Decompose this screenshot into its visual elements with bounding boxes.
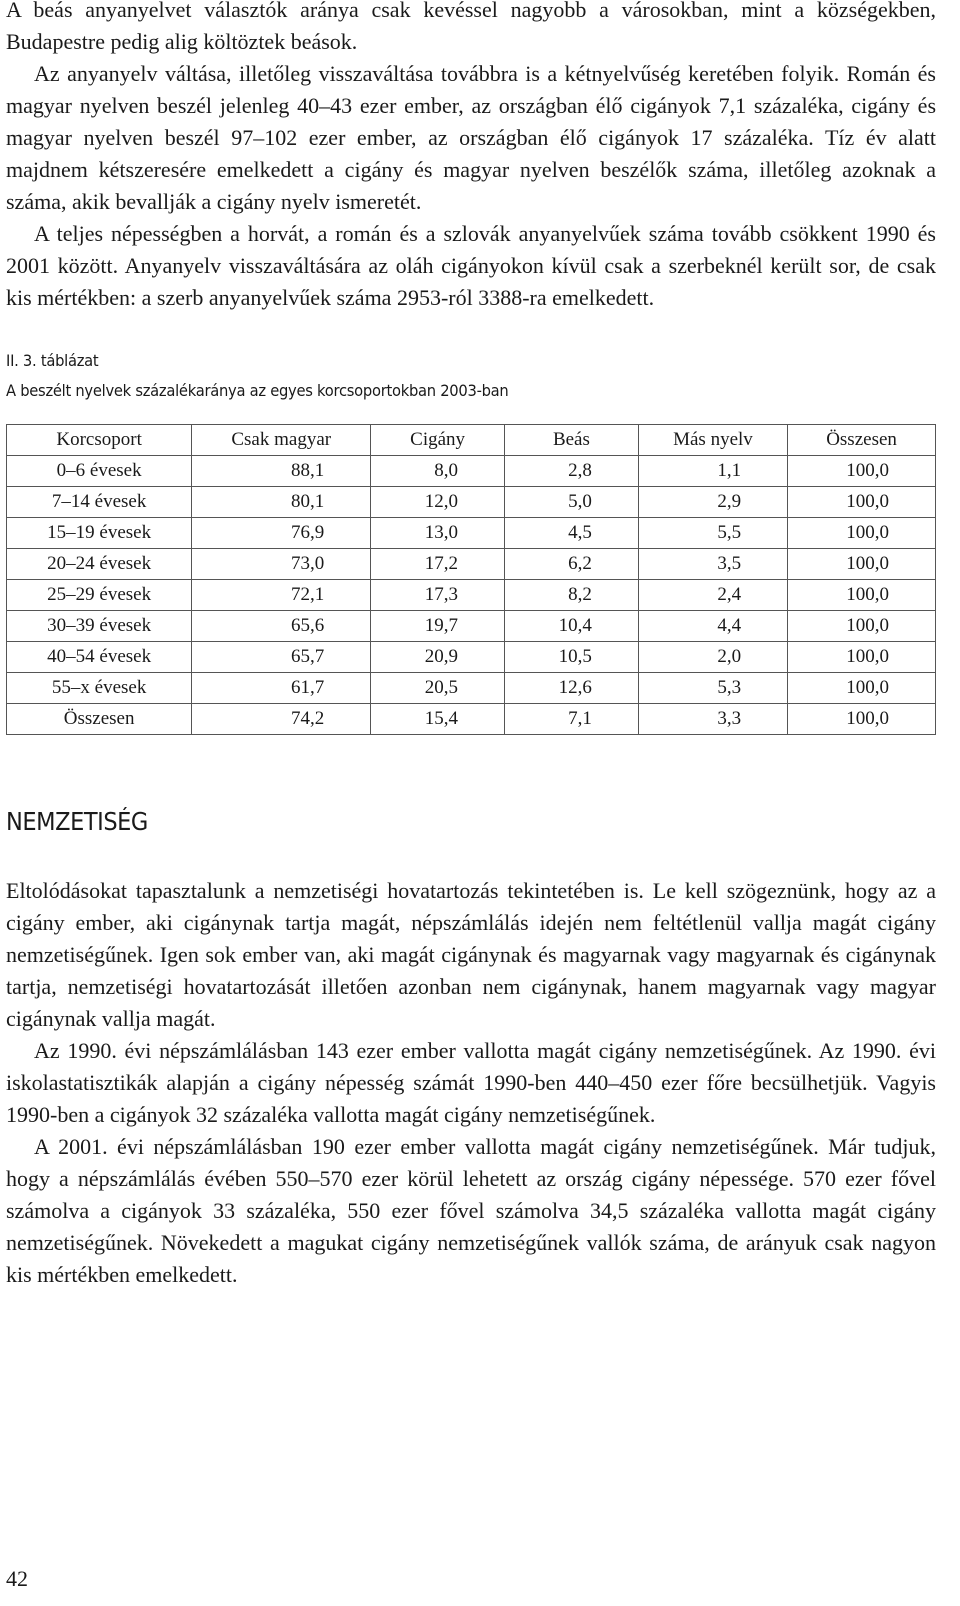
- table-cell: 20,9: [371, 642, 505, 673]
- header-romani: Cigány: [371, 425, 505, 456]
- paragraph: Eltolódásokat tapasztalunk a nemzetiségi hovatartozás tekintetében is. Le kell szögeznünk, hogy az a cigány ember, aki cigánynak tartja magát, népszámlálás idején nem feltétlenül vallja magát cigány nemzetiségűnek. Igen sok ember van, aki magát cigánynak és magyarnak vagy magyarnak és cigánynak tartja, nemzetiségi hovatartozását illetően azonban nem cigánynak, hanem magyarnak vagy magyar cigánynak vallja magát.: [6, 878, 936, 1031]
- table-cell: 100,0: [788, 518, 936, 549]
- table-cell: 88,1: [192, 456, 371, 487]
- header-other-language: Más nyelv: [638, 425, 787, 456]
- table-row: [7, 456, 936, 487]
- table-cell: 10,5: [505, 642, 639, 673]
- paragraph: Az 1990. évi népszámlálásban 143 ezer ember vallotta magát cigány nemzetiségűnek. Az 1990. évi iskolastatisztikák alapján a cigány népesség számát 1990-ben 440–450 ezer főre becsülhetjük. Vagyis 1990-ben a cigányok 32 százaléka vallotta magát cigány nemzetiségűnek.: [6, 1038, 936, 1127]
- table-title: A beszélt nyelvek százalékaránya az egyes korcsoportokban 2003-ban: [6, 381, 509, 400]
- table-cell: 17,2: [371, 549, 505, 580]
- table-row: [7, 580, 936, 611]
- table-cell: 100,0: [788, 704, 936, 735]
- table-cell: 73,0: [192, 549, 371, 580]
- table-header-row: [7, 425, 936, 456]
- table-cell: Összesen: [7, 704, 192, 735]
- table-cell: 7–14 évesek: [7, 487, 192, 518]
- table-cell: 13,0: [371, 518, 505, 549]
- table-cell: 40–54 évesek: [7, 642, 192, 673]
- table-cell: 100,0: [788, 673, 936, 704]
- table-cell: 3,3: [638, 704, 787, 735]
- table-row: [7, 611, 936, 642]
- header-only-hungarian: Csak magyar: [192, 425, 371, 456]
- table-cell: 76,9: [192, 518, 371, 549]
- table-cell: 100,0: [788, 580, 936, 611]
- paragraph: A 2001. évi népszámlálásban 190 ezer ember vallotta magát cigány nemzetiségűnek. Már tudjuk, hogy a népszámlálás évében 550–570 ezer körül lehetett az ország cigány népessége. 570 ezer fővel számolva a cigányok 33 százaléka, 550 ezer fővel számolva 34,5 százaléka vallotta magát cigány nemzetiségűnek. Növekedett a magukat cigány nemzetiségűnek vallók száma, de arányuk csak nagyon kis mértékben emelkedett.: [6, 1134, 936, 1287]
- table-row: [7, 549, 936, 580]
- header-total: Összesen: [788, 425, 936, 456]
- header-beas: Beás: [505, 425, 639, 456]
- body-text-bottom: [6, 875, 936, 1291]
- table-cell: 30–39 évesek: [7, 611, 192, 642]
- table-cell: 20,5: [371, 673, 505, 704]
- table-row-total: [7, 704, 936, 735]
- paragraph: Az anyanyelv váltása, illetőleg visszaváltása továbbra is a kétnyelvűség keretében folyik. Román és magyar nyelven beszél jelenleg 40–43 ezer ember, az országban élő cigányok 7,1 százaléka, cigány és magyar nyelven beszél 97–102 ezer ember, az országban élő cigányok 17 százaléka. Tíz év alatt majdnem kétszeresére emelkedett a cigány és magyar nyelven beszélők száma, illetőleg azoknak a száma, akik bevallják a cigány nyelv ismeretét.: [6, 61, 936, 214]
- paragraph: A teljes népességben a horvát, a román és a szlovák anyanyelvűek száma tovább csökkent 1990 és 2001 között. Anyanyelv visszaváltására az oláh cigányokon kívül csak a szerbeknél került sor, de csak kis mértékben: a szerb anyanyelvűek száma 2953-ról 3388-ra emelkedett.: [6, 221, 936, 310]
- table-number: II. 3. táblázat: [6, 351, 99, 370]
- table-cell: 2,8: [505, 456, 639, 487]
- table-cell: 12,0: [371, 487, 505, 518]
- table-cell: 8,0: [371, 456, 505, 487]
- table-cell: 61,7: [192, 673, 371, 704]
- table-cell: 10,4: [505, 611, 639, 642]
- table-row: [7, 673, 936, 704]
- table-cell: 12,6: [505, 673, 639, 704]
- table-cell: 55–x évesek: [7, 673, 192, 704]
- table-cell: 2,0: [638, 642, 787, 673]
- language-percent-table: [6, 424, 936, 735]
- table-row: [7, 518, 936, 549]
- table-cell: 3,5: [638, 549, 787, 580]
- table-cell: 15,4: [371, 704, 505, 735]
- table-cell: 2,9: [638, 487, 787, 518]
- table-cell: 5,3: [638, 673, 787, 704]
- table-cell: 2,4: [638, 580, 787, 611]
- table-cell: 100,0: [788, 611, 936, 642]
- page-number: 42: [6, 1566, 28, 1591]
- table-cell: 100,0: [788, 456, 936, 487]
- table-cell: 19,7: [371, 611, 505, 642]
- table-row: [7, 487, 936, 518]
- header-age-group: Korcsoport: [7, 425, 192, 456]
- table-cell: 65,7: [192, 642, 371, 673]
- table-cell: 100,0: [788, 487, 936, 518]
- table-cell: 15–19 évesek: [7, 518, 192, 549]
- table-cell: 72,1: [192, 580, 371, 611]
- table-cell: 7,1: [505, 704, 639, 735]
- table-cell: 8,2: [505, 580, 639, 611]
- section-heading: NEMZETISÉG: [6, 807, 148, 836]
- table-cell: 4,5: [505, 518, 639, 549]
- table-cell: 25–29 évesek: [7, 580, 192, 611]
- table-cell: 100,0: [788, 549, 936, 580]
- document-page: [6, 0, 936, 1291]
- table-cell: 0–6 évesek: [7, 456, 192, 487]
- table-cell: 74,2: [192, 704, 371, 735]
- table-row: [7, 642, 936, 673]
- table-cell: 4,4: [638, 611, 787, 642]
- table-cell: 5,5: [638, 518, 787, 549]
- table-cell: 20–24 évesek: [7, 549, 192, 580]
- body-text-top: [6, 0, 936, 314]
- table-cell: 6,2: [505, 549, 639, 580]
- paragraph: A beás anyanyelvet választók aránya csak kevéssel nagyobb a városokban, mint a községekben, Budapestre pedig alig költöztek beások.: [6, 0, 936, 54]
- table-cell: 100,0: [788, 642, 936, 673]
- table-cell: 5,0: [505, 487, 639, 518]
- table-cell: 1,1: [638, 456, 787, 487]
- table-cell: 17,3: [371, 580, 505, 611]
- table-cell: 65,6: [192, 611, 371, 642]
- table-cell: 80,1: [192, 487, 371, 518]
